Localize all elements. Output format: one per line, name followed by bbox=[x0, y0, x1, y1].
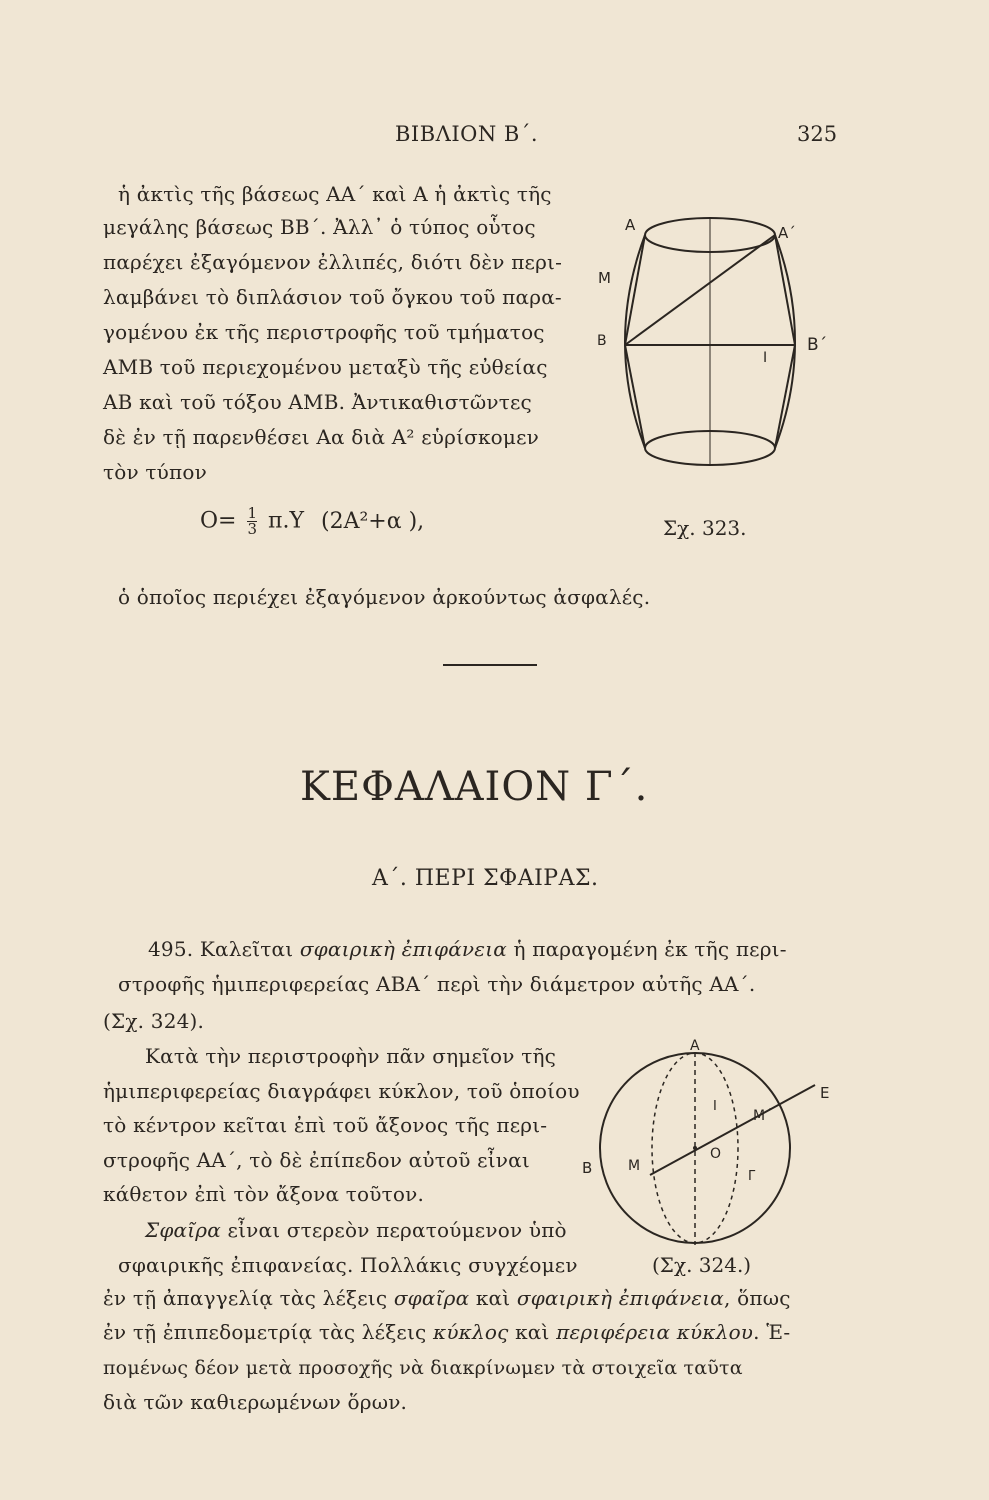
text-line: ἡμιπεριφερείας διαγράφει κύκλον, τοῦ ὁποίου bbox=[103, 1079, 580, 1103]
figure-324 bbox=[580, 1030, 840, 1250]
text-span: . Ἑ- bbox=[753, 1320, 791, 1344]
text-line: τὸν τύπον bbox=[103, 460, 207, 484]
label-o: Ο bbox=[710, 1146, 722, 1162]
paragraph-3-line-3 bbox=[103, 1284, 791, 1312]
text-line: ΑΒ καὶ τοῦ τόξου ΑΜΒ. Ἀντικαθιστῶντες bbox=[103, 390, 532, 414]
text-line: σφαιρικῆς ἐπιφανείας. Πολλάκις συγχέομεν bbox=[118, 1253, 578, 1277]
text-line: πομένως δέον μετὰ προσοχῆς νὰ διακρίνωμεν τὰ στοιχεῖα ταῦτα bbox=[103, 1357, 743, 1379]
text-line: ἡ ἀκτὶς τῆς βάσεως ΑΑ΄ καὶ Α ἡ ἀκτὶς τῆς bbox=[118, 182, 552, 206]
defined-term: σφαῖρα bbox=[393, 1286, 470, 1310]
text-line: μεγάλης βάσεως ΒΒ΄. Ἀλλ᾽ ὁ τύπος οὗτος bbox=[103, 215, 536, 239]
section-divider bbox=[443, 664, 537, 666]
right-arc bbox=[775, 235, 795, 448]
formula-lhs: O= bbox=[200, 508, 237, 534]
text-span: ἡ παραγομένη ἐκ τῆς περι- bbox=[513, 937, 787, 961]
page-number: 325 bbox=[797, 122, 838, 146]
figure-323-caption: Σχ. 323. bbox=[663, 516, 747, 540]
chapter-title: ΚΕΦΑΛΑΙΟΝ Γ΄. bbox=[300, 764, 649, 810]
right-upper-chord bbox=[775, 235, 795, 345]
right-lower-chord bbox=[775, 345, 795, 448]
text-line: στροφῆς ἡμιπεριφερείας ΑΒΑ΄ περὶ τὴν διάμετρον αὐτῆς ΑΑ΄. bbox=[118, 972, 756, 996]
text-span: καὶ bbox=[515, 1320, 550, 1344]
label-m-prime: Μ΄ bbox=[753, 1108, 773, 1124]
secant-line bbox=[650, 1085, 815, 1175]
defined-term: κύκλος bbox=[433, 1320, 509, 1344]
volume-formula bbox=[200, 506, 424, 537]
text-span: ἐν τῇ ἐπιπεδομετρίᾳ τὰς λέξεις bbox=[103, 1320, 427, 1344]
center-point bbox=[693, 1146, 697, 1150]
text-span: καὶ bbox=[475, 1286, 511, 1310]
defined-term: περιφέρεια κύκλου bbox=[556, 1320, 754, 1344]
text-line: στροφῆς ΑΑ΄, τὸ δὲ ἐπίπεδον αὐτοῦ εἶναι bbox=[103, 1148, 530, 1172]
label-a: Α bbox=[625, 216, 636, 234]
label-i: Ι bbox=[763, 350, 768, 366]
fraction-numerator: 1 bbox=[247, 504, 258, 522]
text-line: Κατὰ τὴν περιστροφὴν πᾶν σημεῖον τῆς bbox=[145, 1044, 557, 1068]
text-line: παρέχει ἐξαγόμενον ἐλλιπές, διότι δὲν περι- bbox=[103, 250, 563, 274]
defined-term: σφαιρικὴ ἐπιφάνεια bbox=[299, 937, 507, 961]
left-arc bbox=[625, 235, 645, 448]
label-a-prime: Α΄ bbox=[778, 224, 796, 242]
figure-324-caption: (Σχ. 324.) bbox=[652, 1253, 752, 1277]
label-e: Ε bbox=[820, 1084, 830, 1102]
text-line: ΑΜΒ τοῦ περιεχομένου μεταξὺ τῆς εὐθείας bbox=[103, 355, 548, 379]
text-line: (Σχ. 324). bbox=[103, 1009, 205, 1033]
formula-paren: (2Α²+α ), bbox=[321, 508, 425, 534]
text-span: Καλεῖται bbox=[199, 937, 294, 961]
formula-fraction bbox=[247, 506, 257, 537]
text-line: δὲ ἐν τῇ παρενθέσει Αα διὰ Α² εὑρίσκομεν bbox=[103, 425, 540, 449]
text-line: κάθετον ἐπὶ τὸν ἄξονα τοῦτον. bbox=[103, 1182, 424, 1206]
text-line: διὰ τῶν καθιερωμένων ὅρων. bbox=[103, 1390, 408, 1414]
paragraph-number: 495. bbox=[148, 937, 194, 961]
label-b: Β bbox=[582, 1159, 593, 1177]
label-a: Α bbox=[690, 1038, 700, 1054]
text-span: , ὅπως bbox=[724, 1286, 791, 1310]
figure-323 bbox=[585, 190, 835, 510]
text-line: τὸ κέντρον κεῖται ἐπὶ τοῦ ἄξονος τῆς περι- bbox=[103, 1113, 548, 1137]
label-i: Ι bbox=[713, 1099, 717, 1114]
text-span: εἶναι στερεὸν περατούμενον ὑπὸ bbox=[227, 1218, 567, 1242]
defined-term: σφαιρικὴ ἐπιφάνεια bbox=[516, 1286, 724, 1310]
label-b-prime: Β΄ bbox=[807, 335, 828, 355]
text-line: ὁ ὁποῖος περιέχει ἐξαγόμενον ἀρκούντως ἀσφαλές. bbox=[118, 585, 651, 609]
label-m: Μ bbox=[628, 1158, 641, 1174]
left-upper-chord bbox=[625, 235, 645, 345]
label-g: Γ bbox=[748, 1169, 756, 1184]
defined-term: Σφαῖρα bbox=[145, 1218, 221, 1242]
label-m: Μ bbox=[598, 269, 611, 287]
text-line: γομένου ἐκ τῆς περιστροφῆς τοῦ τμήματος bbox=[103, 320, 545, 344]
fraction-denominator: 3 bbox=[247, 520, 258, 538]
text-span: ἐν τῇ ἀπαγγελίᾳ τὰς λέξεις bbox=[103, 1286, 388, 1310]
label-b: Β bbox=[597, 333, 607, 349]
paragraph-3-line-1 bbox=[145, 1216, 567, 1244]
left-lower-chord bbox=[625, 345, 645, 448]
paragraph-495-line-1 bbox=[148, 935, 787, 963]
formula-middle: π.Υ bbox=[268, 508, 305, 534]
running-header: ΒΙΒΛΙΟΝ Β΄. bbox=[395, 122, 538, 146]
section-title: Α΄. ΠΕΡΙ ΣΦΑΙΡΑΣ. bbox=[372, 866, 599, 891]
paragraph-3-line-4 bbox=[103, 1318, 790, 1346]
text-line: λαμβάνει τὸ διπλάσιον τοῦ ὄγκου τοῦ παρα- bbox=[103, 285, 562, 309]
